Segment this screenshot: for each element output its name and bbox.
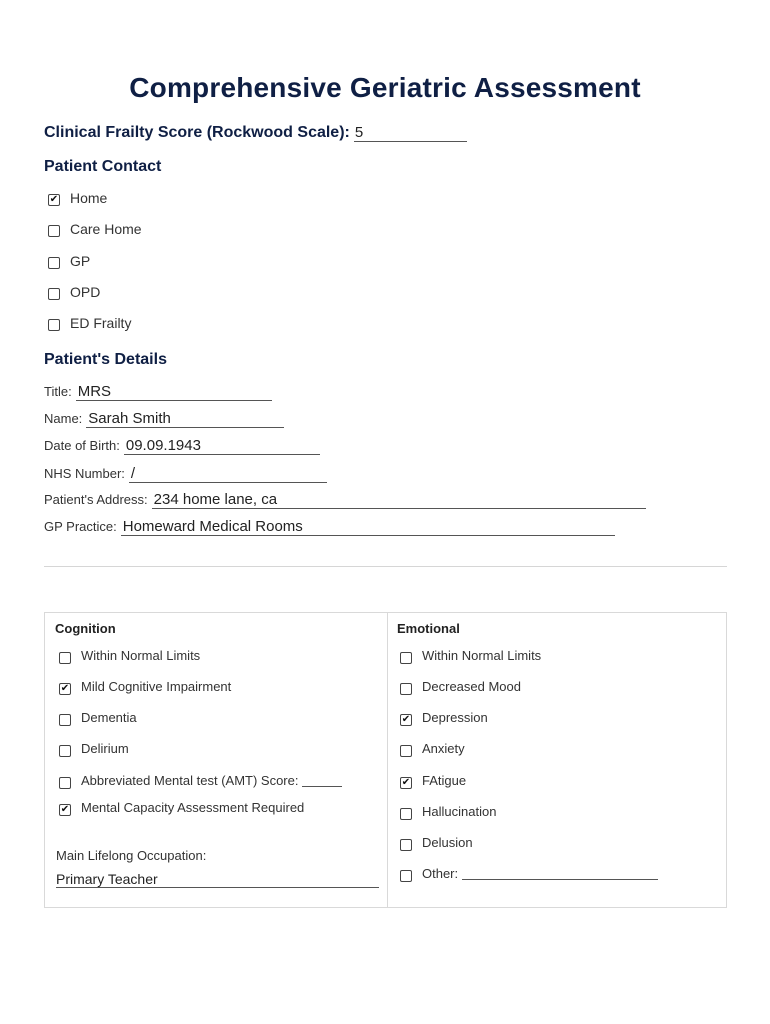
checkbox[interactable] (400, 745, 412, 757)
checkbox[interactable] (48, 319, 60, 331)
name-field-row (44, 411, 284, 428)
checkbox[interactable] (400, 839, 412, 851)
title-label: Title: (44, 384, 72, 399)
checkbox[interactable] (400, 683, 412, 695)
occupation-label: Main Lifelong Occupation: (56, 848, 207, 863)
checkbox[interactable] (59, 745, 71, 757)
nhs-input[interactable]: / (129, 466, 327, 483)
checkbox[interactable]: ✔ (401, 713, 411, 725)
checkbox[interactable] (400, 808, 412, 820)
checkbox[interactable] (59, 714, 71, 726)
checkbox[interactable]: ✔ (60, 682, 70, 694)
emotional-option-other[interactable] (400, 866, 658, 881)
other-input[interactable] (462, 867, 658, 880)
gp-practice-input[interactable]: Homeward Medical Rooms (121, 519, 615, 536)
contact-option-label: ED Frailty (70, 315, 132, 331)
emotional-option-decreased-mood[interactable] (400, 679, 521, 694)
cognition-option-dementia[interactable] (59, 710, 137, 725)
cognition-option-label: Mental Capacity Assessment Required (81, 800, 305, 815)
emotional-option-label: Within Normal Limits (422, 648, 542, 663)
dob-input[interactable]: 09.09.1943 (124, 438, 320, 455)
cognition-option-label: Delirium (81, 741, 129, 756)
checkbox[interactable] (59, 652, 71, 664)
checkbox[interactable] (48, 225, 60, 237)
address-label: Patient's Address: (44, 492, 148, 507)
column-divider (387, 613, 388, 907)
page-title: Comprehensive Geriatric Assessment (129, 72, 641, 103)
address-input[interactable]: 234 home lane, ca (152, 492, 646, 509)
cognition-option-label: Mild Cognitive Impairment (81, 679, 232, 694)
frailty-score-label: Clinical Frailty Score (Rockwood Scale): (44, 124, 350, 141)
contact-option-label: GP (70, 253, 91, 269)
occupation-input[interactable]: Primary Teacher (56, 871, 379, 888)
checkbox[interactable] (59, 777, 71, 789)
address-field-row (44, 492, 646, 509)
section-divider (44, 566, 727, 567)
cognition-option-normal[interactable] (59, 648, 200, 663)
name-input[interactable]: Sarah Smith (86, 411, 284, 428)
checkbox[interactable]: ✔ (401, 776, 411, 788)
cognition-option-delirium[interactable] (59, 741, 129, 756)
contact-option-label: OPD (70, 284, 101, 300)
emotional-option-label: FAtigue (422, 773, 467, 788)
contact-option-home[interactable] (48, 190, 107, 206)
checkbox[interactable]: ✔ (49, 194, 59, 205)
contact-option-label: Care Home (70, 221, 142, 237)
checkbox[interactable] (400, 652, 412, 664)
cognition-heading: Cognition (55, 621, 116, 636)
emotional-heading: Emotional (397, 621, 460, 636)
contact-option-opd[interactable] (48, 284, 100, 300)
title-field-row (44, 384, 272, 401)
contact-option-gp[interactable] (48, 253, 90, 269)
checkbox[interactable] (400, 870, 412, 882)
frailty-score-row (44, 124, 467, 142)
emotional-option-depression[interactable] (400, 710, 488, 725)
emotional-option-hallucination[interactable] (400, 804, 496, 819)
checkbox[interactable]: ✔ (60, 803, 70, 815)
amt-score-input[interactable] (302, 774, 342, 787)
dob-label: Date of Birth: (44, 438, 120, 453)
patients-details-heading: Patient's Details (44, 351, 167, 368)
frailty-score-field[interactable]: 5 (354, 125, 467, 142)
checkbox[interactable] (48, 288, 60, 300)
emotional-option-normal[interactable] (400, 648, 541, 663)
nhs-field-row (44, 466, 327, 483)
cognition-option-capacity[interactable] (59, 800, 304, 815)
emotional-option-label: Decreased Mood (422, 679, 521, 694)
cognition-option-mci[interactable] (59, 679, 231, 694)
dob-field-row (44, 438, 320, 455)
emotional-option-label: Other: (422, 866, 459, 881)
patient-contact-heading: Patient Contact (44, 158, 162, 175)
contact-option-care-home[interactable] (48, 221, 142, 237)
gp-practice-field-row (44, 519, 615, 536)
emotional-option-label: Delusion (422, 835, 473, 850)
cognition-option-amt[interactable] (59, 773, 342, 788)
cognition-option-label: Abbreviated Mental test (AMT) Score: (81, 773, 299, 788)
cognition-option-label: Dementia (81, 710, 137, 725)
gp-practice-label: GP Practice: (44, 519, 117, 534)
emotional-option-anxiety[interactable] (400, 741, 465, 756)
emotional-option-label: Depression (422, 710, 488, 725)
name-label: Name: (44, 411, 83, 426)
emotional-option-label: Anxiety (422, 741, 465, 756)
emotional-option-fatigue[interactable] (400, 773, 466, 788)
cognition-option-label: Within Normal Limits (81, 648, 201, 663)
title-input[interactable]: MRS (76, 384, 272, 401)
contact-option-ed-frailty[interactable] (48, 315, 131, 331)
nhs-label: NHS Number: (44, 466, 125, 481)
contact-option-label: Home (70, 190, 108, 206)
checkbox[interactable] (48, 257, 60, 269)
emotional-option-label: Hallucination (422, 804, 497, 819)
emotional-option-delusion[interactable] (400, 835, 473, 850)
